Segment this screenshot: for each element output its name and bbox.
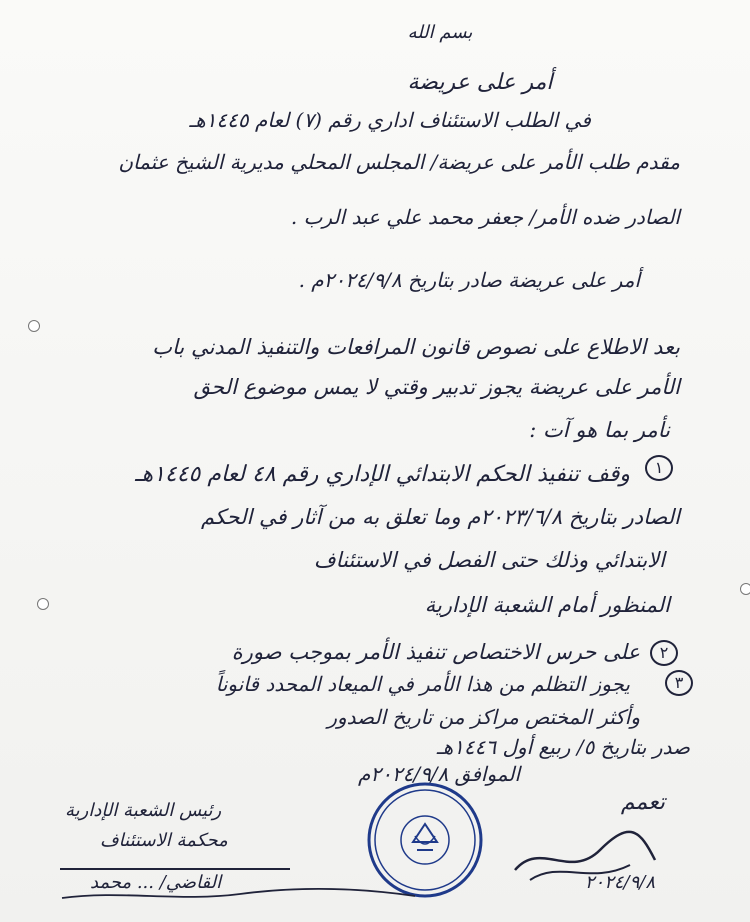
basmala: بسم الله: [407, 22, 473, 43]
case-reference: في الطلب الاستئناف اداري رقم (٧) لعام ١٤٤٥هـ: [189, 108, 591, 132]
applicant-line: مقدم طلب الأمر على عريضة/ المجلس المحلي مديرية الشيخ عثمان: [118, 150, 680, 174]
hijri-date: صدر بتاريخ ٥/ ربيع أول ١٤٤٦هـ: [436, 735, 690, 759]
item-3-line: يجوز التظلم من هذا الأمر في الميعاد المحدد قانوناً: [215, 672, 630, 696]
signature-underline: [60, 868, 290, 870]
signature-date: ٢٠٢٤/٩/٨: [584, 872, 655, 893]
item-1-line: الابتدائي وذلك حتى الفصل في الاستئناف: [313, 548, 665, 572]
item-number: ٢: [650, 640, 678, 666]
respondent-line: الصادر ضده الأمر/ جعفر محمد علي عبد الرب .: [290, 205, 680, 229]
punch-hole: [740, 583, 750, 595]
item-3-line: وأكثر المختص مراكز من تاريخ الصدور: [327, 705, 640, 729]
signature-right: تعمم: [620, 790, 665, 815]
body-line: نأمر بما هو آت :: [529, 418, 670, 442]
judge-title: رئيس الشعبة الإدارية: [65, 800, 222, 821]
gregorian-date: الموافق ٢٠٢٤/٩/٨م: [357, 762, 520, 786]
item-number: ١: [645, 455, 673, 481]
punch-hole: [28, 320, 40, 332]
document-title: أمر على عريضة: [407, 70, 553, 95]
item-number: ٣: [665, 670, 693, 696]
item-1-line: وقف تنفيذ الحكم الابتدائي الإداري رقم ٤٨ لعام ١٤٤٥هـ: [135, 462, 630, 487]
punch-hole: [37, 598, 49, 610]
item-1-line: الصادر بتاريخ ٢٠٢٣/٦/٨م وما تعلق به من آثار في الحكم: [200, 505, 680, 529]
body-line: الأمر على عريضة يجوز تدبير وقتي لا يمس موضوع الحق: [193, 375, 680, 399]
item-1-line: المنظور أمام الشعبة الإدارية: [424, 593, 670, 617]
order-date-line: أمر على عريضة صادر بتاريخ ٢٠٢٤/٩/٨م .: [298, 268, 640, 292]
bottom-scribble: [60, 880, 420, 910]
body-line: بعد الاطلاع على نصوص قانون المرافعات والتنفيذ المدني باب: [152, 335, 680, 359]
item-2-line: على حرس الاختصاص تنفيذ الأمر بموجب صورة: [231, 640, 640, 664]
judge-name: القاضي/ ... محمد: [90, 872, 222, 893]
court-name: محكمة الاستئناف: [100, 830, 228, 851]
